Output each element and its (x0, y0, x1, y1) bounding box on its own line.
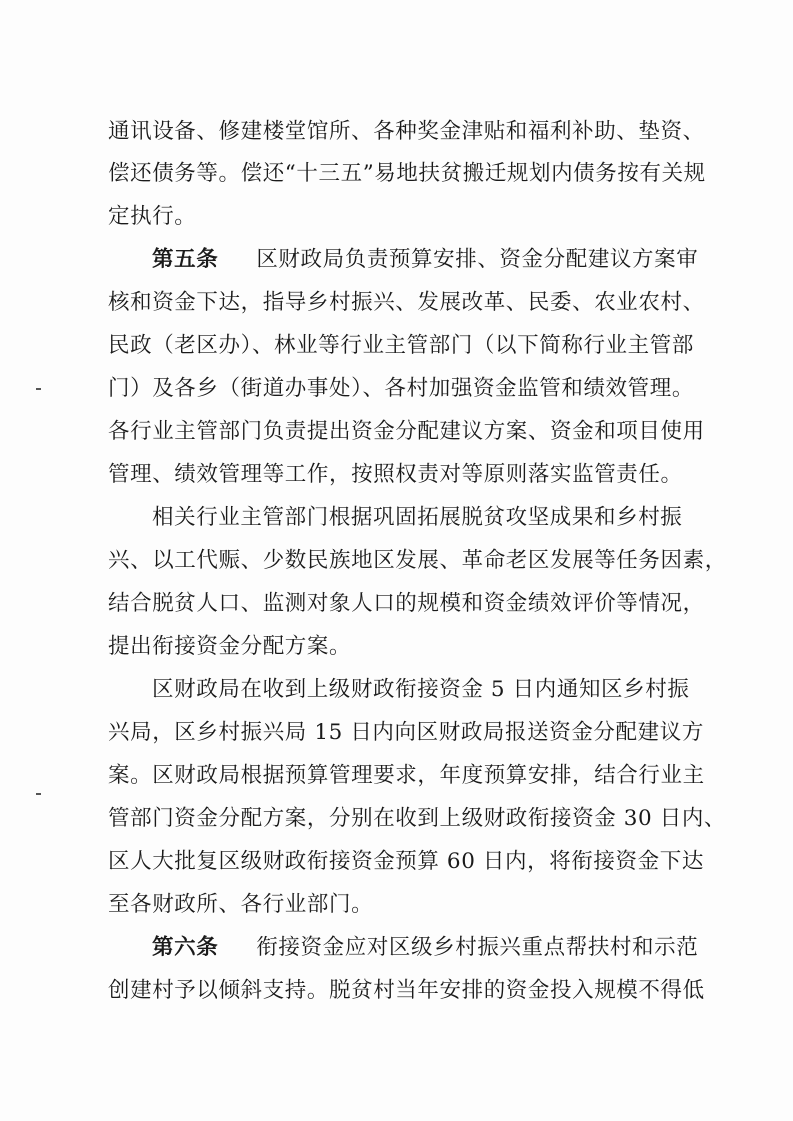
text-line: 区财政局负责预算安排、资金分配建议方案审 (256, 247, 699, 272)
text-line: 衔接资金应对区级乡村振兴重点帮扶村和示范 (256, 935, 699, 960)
text-line: 门）及各乡（街道办事处）、各村加强资金监管和绩效管理。 (108, 376, 694, 401)
text-line: 相关行业主管部门根据巩固拓展脱贫攻坚成果和乡村振 (152, 505, 683, 530)
article-five-line (152, 245, 698, 275)
text-line: 区财政局在收到上级财政衔接资金 5 日内通知区乡村振 (152, 677, 690, 702)
text-line: 至各财政所、各行业部门。 (108, 892, 374, 917)
text-line: 提出衔接资金分配方案。 (108, 634, 352, 659)
text-line: 案。区财政局根据预算管理要求，年度预算安排，结合行业主 (108, 763, 705, 788)
text-line: 核和资金下达，指导乡村振兴、发展改革、民委、农业农村、 (108, 290, 705, 315)
margin-mark (36, 388, 41, 390)
text-line: 结合脱贫人口、监测对象人口的规模和资金绩效评价等情况， (108, 591, 705, 616)
text-line: 偿还债务等。偿还“十三五”易地扶贫搬迁规划内债务按有关规 (108, 161, 706, 186)
article-six-line (152, 933, 698, 963)
text-line: 创建村予以倾斜支持。脱贫村当年安排的资金投入规模不得低 (108, 978, 705, 1003)
text-line: 区人大批复区级财政衔接资金预算 60 日内，将衔接资金下达 (108, 849, 704, 874)
text-line: 民政（老区办）、林业等行业主管部门（以下简称行业主管部 (108, 333, 694, 358)
article-six-heading: 第六条 (152, 935, 219, 960)
margin-mark (36, 793, 41, 795)
article-five-heading: 第五条 (152, 247, 219, 272)
text-line: 兴、以工代赈、少数民族地区发展、革命老区发展等任务因素， (108, 548, 727, 573)
text-line: 通讯设备、修建楼堂馆所、各种奖金津贴和福利补助、垫资、 (108, 119, 705, 144)
text-line: 各行业主管部门负责提出资金分配建议方案、资金和项目使用 (108, 419, 705, 444)
text-line: 定执行。 (108, 204, 197, 229)
text-line: 兴局，区乡村振兴局 15 日内向区财政局报送资金分配建议方 (108, 720, 704, 745)
text-line: 管部门资金分配方案，分别在收到上级财政衔接资金 30 日内、 (108, 806, 727, 831)
text-line: 管理、绩效管理等工作，按照权责对等原则落实监管责任。 (108, 462, 683, 487)
